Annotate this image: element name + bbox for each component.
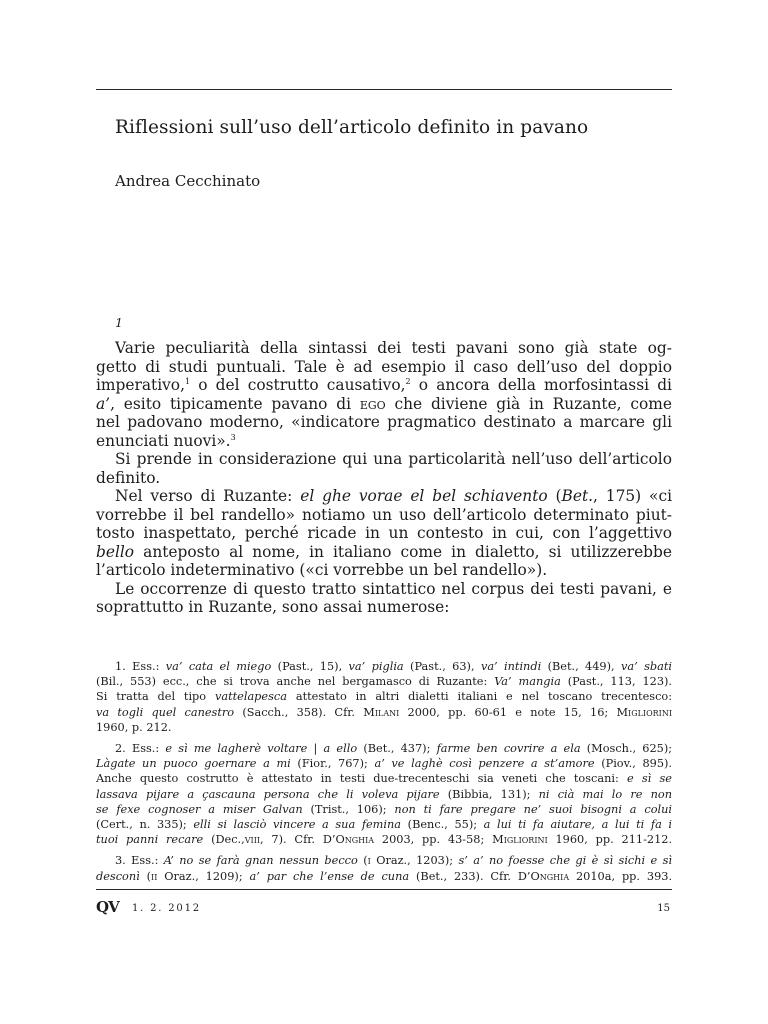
italic-text: va’ piglia — [348, 660, 404, 673]
body-line — [96, 561, 672, 580]
text-span: (Benc., 55); — [407, 818, 478, 832]
italic-term: bello — [96, 542, 135, 561]
text-span: o del costrutto causativo, — [198, 376, 406, 394]
text-span: vorrebbe il bel randello» notiamo un uso dell’articolo determinato piut- — [96, 505, 672, 524]
body-line — [96, 543, 672, 562]
footnote-line — [96, 756, 672, 771]
italic-text: tuoi panni recare — [96, 833, 204, 847]
footnote-line — [96, 817, 672, 832]
text-span: imperativo, — [96, 376, 185, 394]
smallcaps-name: Onghia — [335, 833, 375, 847]
footnotes — [96, 659, 672, 890]
text-span: attestato in altri dialetti italiani e nel toscano trecentesco: — [295, 690, 673, 704]
body-line — [96, 450, 672, 469]
smallcaps-name: Milani — [363, 705, 400, 719]
issue-info: 1. 2. 2012 — [132, 903, 201, 914]
bottom-rule — [96, 889, 672, 890]
italic-text: va’ sbati — [621, 660, 672, 673]
italic-text: Làgate un puoco goernare a mi — [96, 757, 291, 771]
italic-text: a lui ti fa aiutare, a lui ti fa i — [483, 818, 673, 832]
text-span: (Mosch., 625); — [586, 742, 673, 756]
text-span: anteposto al nome, in italiano come in dialetto, si utilizzerebbe — [143, 542, 672, 561]
section-number: 1 — [115, 315, 123, 330]
text-span: Si prende in considerazione qui una particolarità nell’uso dell’articolo — [115, 450, 672, 468]
smallcaps-name: Migliorini — [492, 833, 548, 847]
text-span: Nel verso di Ruzante: — [115, 487, 293, 505]
text-span: , 7). Cfr. D’ — [260, 833, 336, 847]
text-span: ( — [146, 869, 152, 883]
footnote-line — [96, 802, 672, 817]
italic-text: elli si lasciò vincere a sua femina — [193, 818, 402, 832]
body-line — [96, 413, 672, 432]
italic-text: A’ no se farà gnan nessun becco — [163, 854, 358, 868]
footnote-line — [96, 787, 672, 802]
text-span: , 175) «ci — [593, 487, 672, 505]
text-span: 1. Ess.: — [115, 660, 160, 673]
journal-logo: QV — [96, 898, 119, 916]
body-line — [96, 524, 672, 543]
text-span: o ancora della morfosintassi di — [418, 376, 672, 394]
footnote-ref[interactable]: 1 — [184, 377, 191, 386]
text-span: (Piov., 895). — [601, 757, 673, 771]
text-span: tosto inaspettato, perché ricade in un contesto in cui, con l’aggettivo — [96, 524, 672, 542]
text-span: Si tratta del tipo — [96, 690, 207, 704]
text-span: 2000, pp. 60-61 e note 15, 16; — [407, 705, 609, 719]
italic-text: a’ par che l’ense de cuna — [249, 869, 410, 883]
italic-term: a’ — [96, 394, 111, 413]
text-span: Varie peculiarità della sintassi dei testi pavani sono già state og- — [115, 339, 672, 357]
text-span: (Fior., 767); — [297, 757, 368, 771]
text-span: ( — [363, 854, 368, 868]
text-span: (Past., 63), — [410, 660, 475, 673]
smallcaps-numeral: i — [367, 854, 371, 868]
italic-text: va togli quel canestro — [96, 705, 235, 719]
text-span: (Dec., — [211, 833, 245, 847]
footnote-line — [96, 741, 672, 756]
text-span: l’articolo indeterminativo («ci vorrebbe un bel randello»). — [96, 561, 548, 579]
text-span: (Bet., 437); — [363, 742, 431, 756]
text-span: (Bet., 449), — [547, 660, 615, 673]
text-span: 2. Ess.: — [115, 742, 160, 756]
text-span: (Cert., n. 335); — [96, 818, 187, 832]
italic-text: e sì se — [626, 772, 672, 786]
smallcaps-name: Onghia — [530, 869, 570, 883]
text-span: Oraz., 1209); — [164, 869, 243, 883]
text-span: 1960, p. 212. — [96, 720, 172, 734]
footnote-line — [96, 832, 672, 847]
body-line — [96, 432, 672, 451]
italic-text: e sì me lagherè voltare | a ello — [165, 742, 358, 756]
text-span: 2010a, pp. 393. — [576, 869, 673, 883]
body-line — [96, 469, 672, 488]
footnote-ref[interactable]: 3 — [230, 432, 236, 442]
italic-text: farme ben covrire a ela — [436, 742, 581, 756]
footnote-line — [96, 869, 672, 884]
italic-text: vattelapesca — [214, 690, 287, 704]
text-span: (Bil., 553) ecc., che si trova anche nel bergamasco di Ruzante: — [96, 675, 488, 689]
italic-text: va’ cata el miego — [165, 660, 272, 673]
italic-text: lassava pijare a çascauna persona che li voleva pijare — [96, 787, 440, 801]
top-rule — [96, 89, 672, 90]
text-span: ( — [555, 487, 562, 505]
smallcaps-name: Migliorini — [616, 705, 672, 719]
text-span: getto di studi puntuali. Tale è ad esempio il caso dell’uso del doppio — [96, 357, 672, 376]
text-span: Le occorrenze di questo tratto sintattico nel corpus dei testi pavani, e — [115, 579, 672, 598]
text-span: nel padovano moderno, «indicatore pragmatico destinato a marcare gli — [96, 413, 672, 431]
article-title: Riflessioni sull’uso dell’articolo definito in pavano — [115, 117, 589, 138]
text-span: Anche questo costrutto è attestato in testi due-trecenteschi sia veneti che toscani: — [96, 772, 619, 786]
text-span: (Past., 113, 123). — [567, 675, 673, 689]
page-footer — [96, 898, 672, 918]
smallcaps-term: ego — [359, 394, 386, 413]
italic-text: Va’ mangia — [494, 675, 561, 689]
footnote-1 — [96, 659, 672, 735]
body-line — [96, 598, 672, 617]
italic-ref: Bet. — [561, 487, 594, 505]
text-span: (Trist., 106); — [310, 802, 387, 816]
italic-text: va’ intindi — [480, 660, 542, 673]
text-span: che diviene già in Ruzante, come — [394, 394, 672, 413]
footnote-line — [96, 771, 672, 786]
author-name: Andrea Cecchinato — [115, 172, 261, 190]
italic-text: non ti fare pregare ne’ suoi bisogni a colui — [394, 802, 672, 816]
body-line — [96, 580, 672, 599]
italic-text: se fexe cognoser a miser Galvan — [96, 802, 303, 816]
italic-text: ni cià mai lo re non — [538, 787, 673, 801]
footnote-ref[interactable]: 2 — [405, 377, 411, 386]
footnote-line — [96, 720, 672, 735]
text-span: Oraz., 1203); — [376, 854, 454, 868]
body-line — [96, 506, 672, 525]
text-span: (Bibbia, 131); — [447, 787, 531, 801]
text-span: 2003, pp. 43-58; — [381, 833, 485, 847]
body-line — [96, 395, 672, 414]
text-span: (Past., 15), — [277, 660, 343, 673]
footnote-2 — [96, 741, 672, 847]
body-text — [96, 339, 672, 617]
italic-text: desconì — [96, 869, 140, 883]
text-span: enunciati nuovi». — [96, 431, 231, 450]
italic-quote: el ghe vorae el bel schiavento — [300, 487, 548, 505]
text-span: 1960, pp. 211-212. — [555, 833, 673, 847]
text-span: 3. Ess.: — [115, 854, 159, 868]
text-span: (Bet., 233). Cfr. D’ — [415, 869, 531, 883]
italic-text: a’ ve laghè così penzere a st’amore — [374, 757, 595, 771]
body-line — [96, 358, 672, 377]
text-span: soprattutto in Ruzante, sono assai numerose: — [96, 598, 450, 616]
footnote-line — [96, 853, 672, 868]
footnote-3 — [96, 853, 672, 883]
text-span: , esito tipicamente pavano di — [110, 394, 352, 413]
smallcaps-numeral: ii — [151, 869, 158, 883]
italic-text: s’ a’ no foesse che gi è sì sichi e sì — [458, 854, 673, 868]
footnote-line — [96, 674, 672, 689]
body-line — [96, 487, 672, 506]
page-number: 15 — [657, 903, 670, 914]
footnote-line — [96, 705, 672, 720]
smallcaps-numeral: viii — [244, 833, 261, 847]
footnote-line — [96, 689, 672, 704]
text-span: (Sacch., 358). Cfr. — [242, 705, 356, 719]
body-line — [96, 376, 672, 395]
text-span: definito. — [96, 468, 161, 487]
footnote-line — [96, 659, 672, 674]
body-line — [96, 339, 672, 358]
